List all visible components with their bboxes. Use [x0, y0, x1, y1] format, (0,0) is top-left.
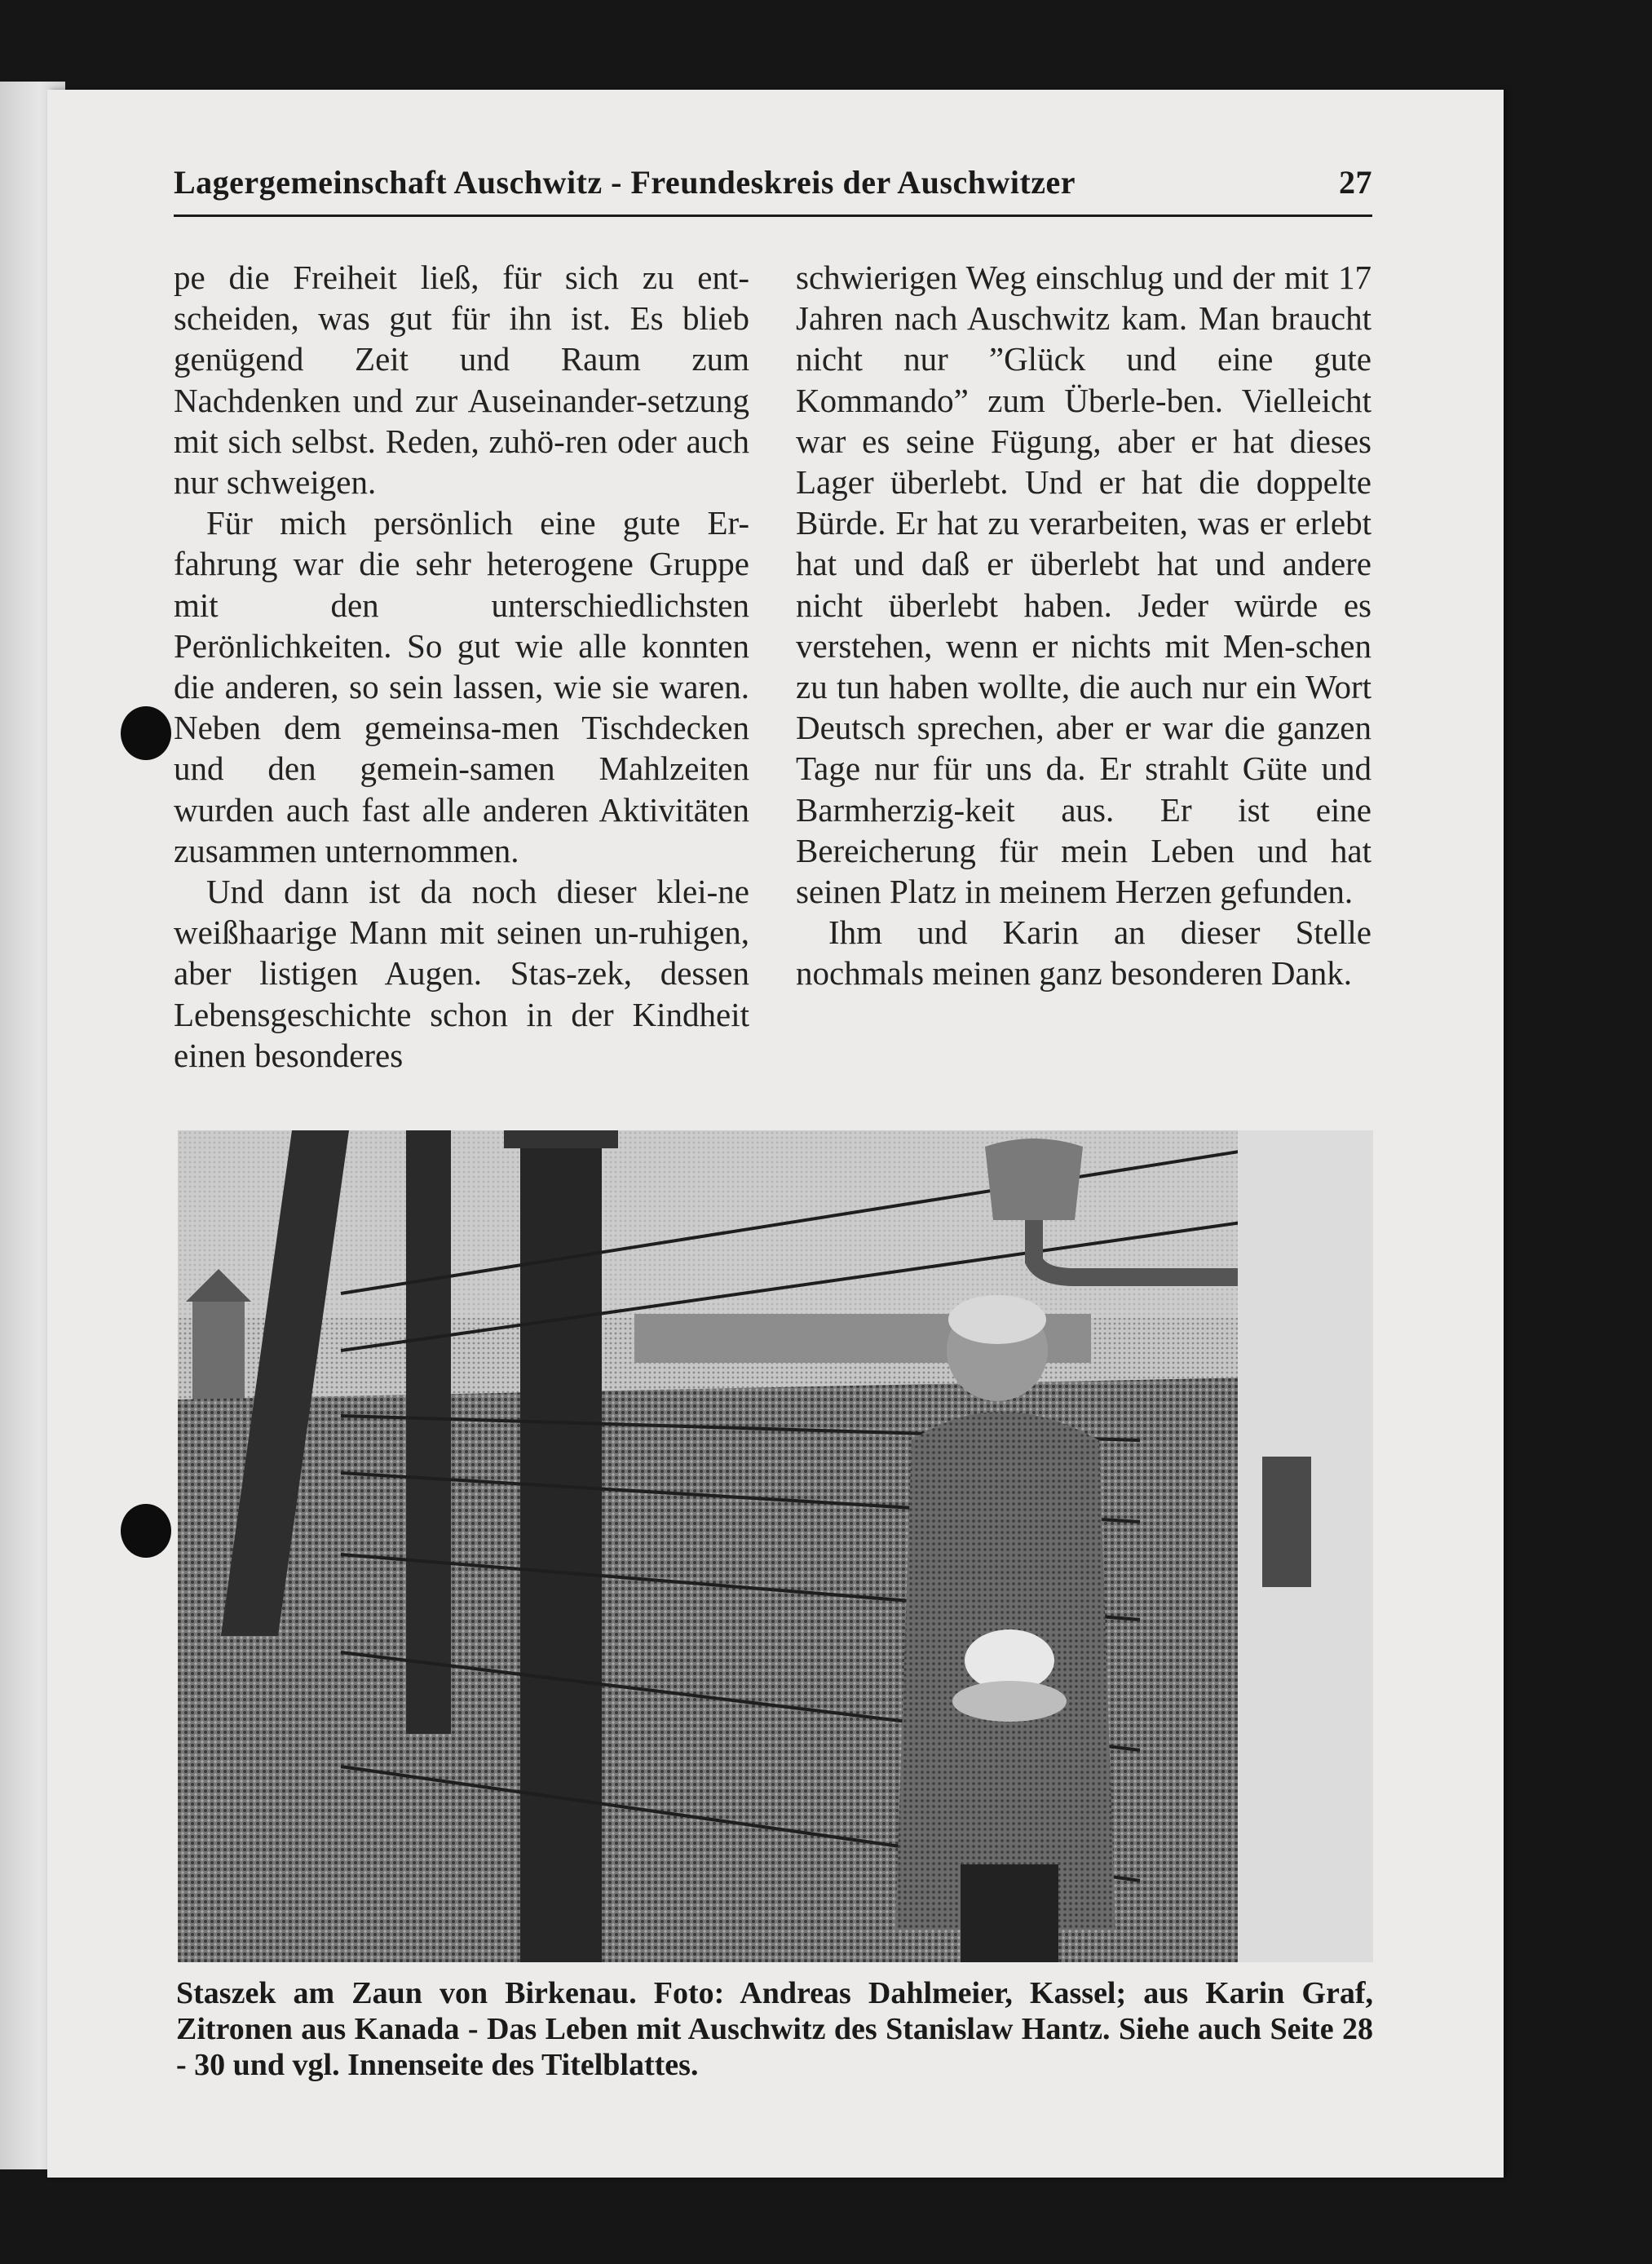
- header-rule: [174, 214, 1372, 217]
- page-number: 27: [1339, 164, 1372, 201]
- punch-hole: [121, 706, 171, 760]
- paragraph: schwierigen Weg einschlug und der mit 17 Jahren nach Auschwitz kam. Man braucht nicht nur ”Glück und eine gute Kommando” zum Überle-ben. Vielleicht war es seine Fügung, aber er hat dieses Lager überlebt. Und er hat die doppelte Bürde. Er hat zu verarbeiten, was er erlebt hat und daß er überlebt hat und andere nicht überlebt haben. Jeder würde es verstehen, wenn er nichts mit Men-schen zu tun haben wollte, die auch nur ein Wort Deutsch sprechen, aber er war die ganzen Tage nur für uns da. Er strahlt Güte und Barmherzig-keit aus. Er ist eine Bereicherung für mein Leben und hat seinen Platz in meinem Herzen gefunden.: [796, 259, 1372, 911]
- left-column: [174, 257, 749, 1076]
- right-column: [796, 257, 1372, 994]
- document-page: [47, 90, 1504, 2178]
- paragraph: Für mich persönlich eine gute Er-fahrung war die sehr heterogene Gruppe mit den unterschiedlichsten Perönlichkeiten. So gut wie alle konnten die anderen, so sein lassen, wie sie waren. Neben dem gemeinsa-men Tischdecken und den gemein-samen Mahlzeiten wurden auch fast alle anderen Aktivitäten zusammen unternommen.: [174, 504, 749, 869]
- photo-staszek-at-fence: [178, 1130, 1373, 1962]
- photo-caption: Staszek am Zaun von Birkenau. Foto: Andreas Dahlmeier, Kassel; aus Karin Graf, Zitronen aus Kanada - Das Leben mit Auschwitz des Stanislaw Hantz. Siehe auch Seite 28 - 30 und vgl. Innenseite des Titelblattes.: [176, 1976, 1373, 2082]
- photo-illustration: [178, 1130, 1373, 1962]
- paragraph: pe die Freiheit ließ, für sich zu ent-scheiden, was gut für ihn ist. Es blieb genügend Zeit und Raum zum Nachdenken und zur Auseinander-setzung mit sich selbst. Reden, zuhö-ren oder auch nur schweigen.: [174, 259, 749, 502]
- punch-hole: [121, 1504, 171, 1558]
- paragraph: Ihm und Karin an dieser Stelle nochmals meinen ganz besonderen Dank.: [796, 913, 1372, 993]
- header-title: Lagergemeinschaft Auschwitz - Freundeskreis der Auschwitzer: [174, 164, 1076, 201]
- paragraph: Und dann ist da noch dieser klei-ne weißhaarige Mann mit seinen un-ruhigen, aber listigen Augen. Stas-zek, dessen Lebensgeschichte schon in der Kindheit einen besonderes: [174, 873, 749, 1074]
- running-header: [174, 163, 1372, 201]
